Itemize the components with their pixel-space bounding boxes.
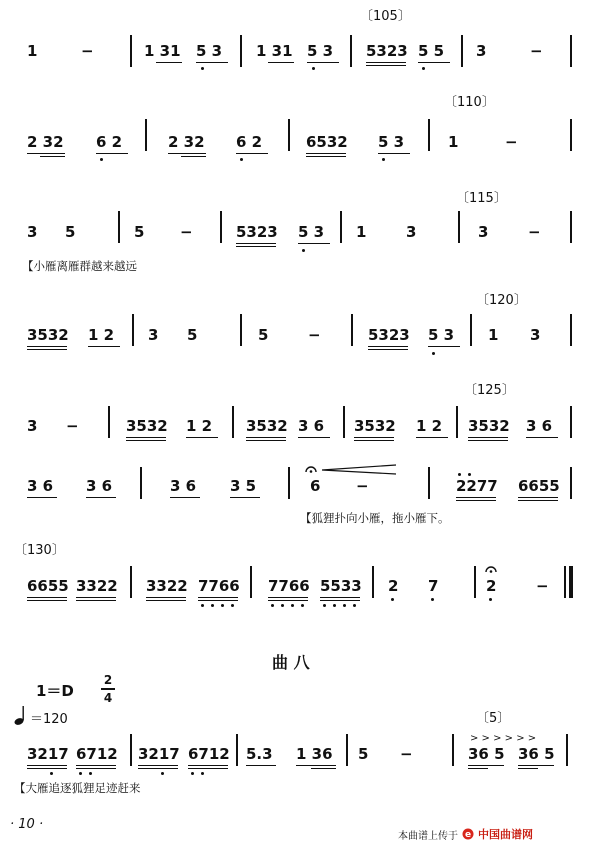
fermata-crescendo-icon [300, 462, 400, 476]
beam [27, 349, 67, 350]
barline [145, 119, 147, 151]
score-row-7 [0, 540, 589, 610]
beam [354, 440, 394, 441]
score-row-2 [0, 92, 589, 162]
beam [378, 153, 410, 154]
beam [40, 156, 65, 157]
octave-dot [50, 772, 53, 775]
note: 5 [358, 745, 369, 763]
note: 1 31 [144, 42, 181, 60]
barline [236, 734, 238, 766]
note: 3532 [468, 417, 510, 435]
note: 5 3 [298, 223, 325, 241]
footer-credit [398, 826, 533, 842]
beam [306, 153, 346, 154]
octave-dot [382, 158, 385, 161]
octave-dot [240, 158, 243, 161]
barline [458, 211, 460, 243]
rehearsal-number: 110 [457, 95, 482, 110]
score-row-1 [0, 0, 589, 70]
note: 7766 [268, 577, 310, 595]
score-row-6 [0, 458, 589, 528]
beam [146, 600, 186, 601]
beam [27, 346, 67, 347]
rehearsal-mark: 〔115〕 [456, 191, 507, 206]
octave-dot [191, 772, 194, 775]
note: 2 32 [27, 133, 64, 151]
note: 3217 [27, 745, 69, 763]
barline [564, 566, 566, 598]
note: 3 [27, 417, 38, 435]
note: 3 [27, 223, 38, 241]
note: − [66, 417, 79, 435]
note: 1 2 [416, 417, 443, 435]
beam [518, 500, 558, 501]
beam [320, 597, 360, 598]
octave-dot [211, 604, 214, 607]
note: 6 2 [236, 133, 263, 151]
beam [456, 500, 496, 501]
beam [188, 765, 228, 766]
rehearsal-mark: 〔110〕 [444, 95, 495, 110]
beam [518, 497, 558, 498]
note: 3 [406, 223, 417, 241]
rehearsal-number: 5 [489, 711, 498, 726]
score-row-3 [0, 188, 589, 273]
beam [181, 156, 206, 157]
beam [27, 153, 65, 154]
octave-dot [323, 604, 326, 607]
beam [186, 437, 218, 438]
barline [132, 314, 134, 346]
octave-dot [201, 604, 204, 607]
note: 3532 [354, 417, 396, 435]
note: − [505, 133, 518, 151]
beam [296, 765, 336, 766]
note: 5 [187, 326, 198, 344]
barline [350, 35, 352, 67]
note: 2277 [456, 477, 498, 495]
site-name[interactable]: 中国曲谱网 [478, 828, 533, 841]
note: 3 5 [230, 477, 257, 495]
barline [343, 406, 345, 438]
octave-dot [291, 604, 294, 607]
beam [196, 62, 228, 63]
barline [130, 35, 132, 67]
barline [232, 406, 234, 438]
beam [76, 768, 116, 769]
beam [146, 597, 186, 598]
barline [118, 211, 120, 243]
beam [366, 62, 406, 63]
beam [76, 765, 116, 766]
note: 2 [388, 577, 399, 595]
beam [306, 156, 346, 157]
note: − [81, 42, 94, 60]
e-logo-icon [461, 828, 475, 840]
beam [138, 765, 178, 766]
beam [96, 153, 128, 154]
rehearsal-number: 115 [469, 191, 494, 206]
beam [27, 497, 57, 498]
beam [428, 346, 460, 347]
beam [27, 765, 67, 766]
tempo-marking: ＝120 [30, 712, 68, 727]
beam [468, 440, 508, 441]
note: 3532 [126, 417, 168, 435]
beam [456, 497, 496, 498]
time-signature-bottom: 4 [103, 690, 113, 705]
note: 3 6 [170, 477, 197, 495]
barline [372, 566, 374, 598]
note: 7 [428, 577, 439, 595]
octave-dot [302, 249, 305, 252]
barline [340, 211, 342, 243]
beam [198, 600, 238, 601]
octave-dot [231, 604, 234, 607]
beam [126, 440, 166, 441]
note: − [308, 326, 321, 344]
fermata-icon [484, 562, 498, 574]
beam [307, 62, 339, 63]
note: 3 6 [86, 477, 113, 495]
barline [570, 211, 572, 243]
octave-dot [79, 772, 82, 775]
barline [220, 211, 222, 243]
octave-dot [281, 604, 284, 607]
rehearsal-mark: 〔130〕 [14, 543, 65, 558]
note: 3 6 [526, 417, 553, 435]
stage-direction: 【狐狸扑向小雁，拖小雁下。 [300, 511, 450, 525]
beam [468, 765, 504, 766]
note: 1 [448, 133, 459, 151]
rehearsal-mark: 〔120〕 [476, 293, 527, 308]
barline [570, 35, 572, 67]
barline [456, 406, 458, 438]
octave-dot [333, 604, 336, 607]
key-signature: 1＝D [36, 682, 74, 700]
beam [418, 62, 450, 63]
note: 5 [134, 223, 145, 241]
octave-dot [89, 772, 92, 775]
beam [236, 153, 268, 154]
note: − [530, 42, 543, 60]
beam [320, 600, 360, 601]
beam [268, 62, 294, 63]
note: 5533 [320, 577, 362, 595]
barline [108, 406, 110, 438]
barline [346, 734, 348, 766]
barline [351, 314, 353, 346]
note: 1 31 [256, 42, 293, 60]
beam [416, 437, 448, 438]
section-title: 曲 八 [272, 653, 310, 672]
credit-text: 本曲谱上传于 [398, 830, 458, 842]
note: 1 2 [88, 326, 115, 344]
note: 5323 [368, 326, 410, 344]
note: 3 [478, 223, 489, 241]
beam [246, 437, 286, 438]
octave-dot [432, 352, 435, 355]
barline [570, 406, 572, 438]
beam [198, 597, 238, 598]
note: 1 [27, 42, 38, 60]
barline [130, 734, 132, 766]
octave-dot [458, 473, 461, 476]
barline [288, 119, 290, 151]
barline [130, 566, 132, 598]
barline [566, 734, 568, 766]
barline [140, 467, 142, 499]
beam [526, 437, 558, 438]
octave-dot [468, 473, 471, 476]
score-row-4 [0, 290, 589, 360]
stage-direction: 【大雁追逐狐狸足迹赶来 [14, 781, 141, 795]
beam [170, 497, 200, 498]
beam [366, 65, 406, 66]
octave-dot [312, 67, 315, 70]
octave-dot [201, 772, 204, 775]
note: 2 [486, 577, 497, 595]
beam [168, 153, 206, 154]
note: 1 [488, 326, 499, 344]
beam [246, 765, 276, 766]
note: 3 [530, 326, 541, 344]
octave-dot [100, 158, 103, 161]
barline [452, 734, 454, 766]
note: − [400, 745, 413, 763]
barline [470, 314, 472, 346]
note: 3 6 [298, 417, 325, 435]
octave-dot [343, 604, 346, 607]
note: 1 36 [296, 745, 333, 763]
beam [468, 437, 508, 438]
note: − [180, 223, 193, 241]
note: 5323 [236, 223, 278, 241]
note: 5.3 [246, 745, 273, 763]
barline [240, 35, 242, 67]
accent-marks: > > > > > > [470, 733, 537, 744]
note: 3217 [138, 745, 180, 763]
beam [246, 440, 286, 441]
score-row-8 [0, 708, 589, 795]
barline [428, 467, 430, 499]
note: 36 5 [468, 745, 505, 763]
note: 3322 [76, 577, 118, 595]
note: 6712 [188, 745, 230, 763]
barline [428, 119, 430, 151]
barline [461, 35, 463, 67]
barline [474, 566, 476, 598]
octave-dot [301, 604, 304, 607]
final-barline [569, 566, 573, 598]
rehearsal-mark: 〔125〕 [464, 383, 515, 398]
note: 5 [258, 326, 269, 344]
rehearsal-mark: 〔5〕 [476, 711, 511, 726]
note: 5 3 [378, 133, 405, 151]
beam [354, 437, 394, 438]
note: 36 5 [518, 745, 555, 763]
note: 1 2 [186, 417, 213, 435]
barline [570, 467, 572, 499]
beam [518, 765, 554, 766]
beam [230, 497, 260, 498]
note: 3 [476, 42, 487, 60]
octave-dot [422, 67, 425, 70]
barline [570, 119, 572, 151]
beam [88, 346, 120, 347]
note: − [528, 223, 541, 241]
note: 3532 [246, 417, 288, 435]
octave-dot [353, 604, 356, 607]
rehearsal-number: 125 [477, 383, 502, 398]
score-row-5 [0, 384, 589, 454]
beam [298, 243, 330, 244]
beam [236, 246, 276, 247]
note: 2 32 [168, 133, 205, 151]
note: 5 3 [307, 42, 334, 60]
stage-direction: 【小雁离雁群越来越远 [22, 259, 137, 273]
octave-dot [489, 598, 492, 601]
time-signature [101, 674, 115, 704]
note: 3 6 [27, 477, 54, 495]
beam [76, 600, 116, 601]
note: 5 3 [196, 42, 223, 60]
note: 3532 [27, 326, 69, 344]
beam [236, 243, 276, 244]
beam [188, 768, 228, 769]
barline [288, 467, 290, 499]
note: 6655 [518, 477, 560, 495]
rehearsal-number: 120 [489, 293, 514, 308]
barline [250, 566, 252, 598]
beam [76, 597, 116, 598]
svg-text:e: e [464, 830, 472, 840]
beam [268, 597, 308, 598]
note: 6655 [27, 577, 69, 595]
note: 3 [148, 326, 159, 344]
beam [138, 768, 178, 769]
rehearsal-number: 130 [27, 543, 52, 558]
beam [298, 437, 330, 438]
octave-dot [161, 772, 164, 775]
barline [240, 314, 242, 346]
barline [570, 314, 572, 346]
beam [268, 600, 308, 601]
beam [311, 768, 336, 769]
note: 6 2 [96, 133, 123, 151]
note: 5323 [366, 42, 408, 60]
note: − [536, 577, 549, 595]
beam [126, 437, 166, 438]
note: − [356, 477, 369, 495]
note: 5 5 [418, 42, 445, 60]
note: 6712 [76, 745, 118, 763]
beam [468, 768, 488, 769]
rehearsal-mark: 〔105〕 [360, 9, 411, 24]
beam [27, 768, 67, 769]
beam [368, 346, 408, 347]
beam [518, 768, 538, 769]
octave-dot [431, 598, 434, 601]
octave-dot [221, 604, 224, 607]
beam [27, 600, 67, 601]
beam [27, 597, 67, 598]
octave-dot [391, 598, 394, 601]
page-number: · 10 · [10, 817, 44, 832]
rehearsal-number: 105 [373, 9, 398, 24]
note: 7766 [198, 577, 240, 595]
note: 6 [310, 477, 321, 495]
note: 5 3 [428, 326, 455, 344]
beam [368, 349, 408, 350]
beam [86, 497, 116, 498]
octave-dot [201, 67, 204, 70]
note: 1 [356, 223, 367, 241]
note: 5 [65, 223, 76, 241]
octave-dot [271, 604, 274, 607]
note: 3322 [146, 577, 188, 595]
time-signature-top: 2 [103, 673, 113, 687]
beam [156, 62, 182, 63]
note: 6532 [306, 133, 348, 151]
